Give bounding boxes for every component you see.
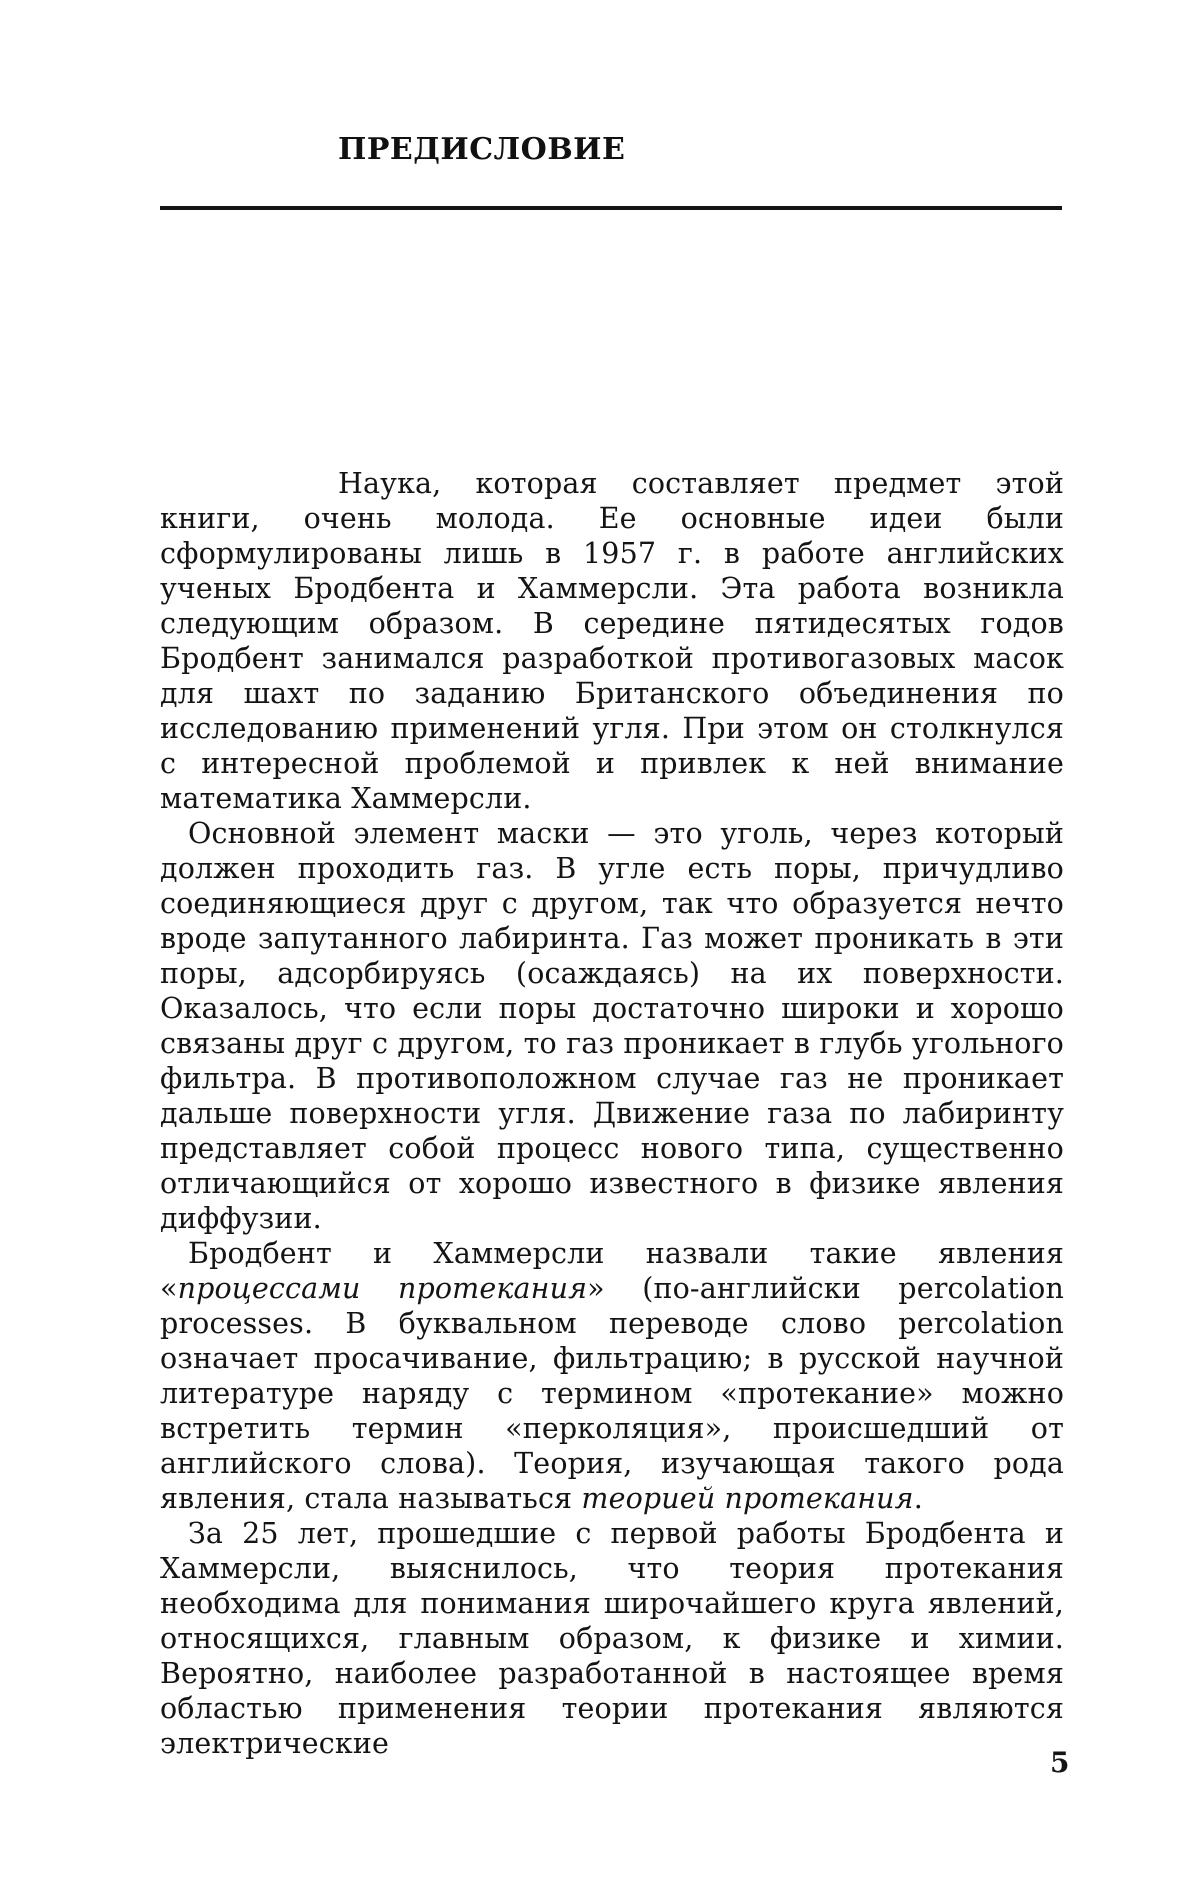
paragraph-3-start: Бродбент и Хаммерсли назвали такие явления « [160,1237,1064,1305]
heading-rule [160,206,1062,210]
paragraph-3-middle: » (по-английски percolation processes. В буквальном переводе слово percolation означает просачивание, фильтрацию; в русской научной литературе наряду с термином «протекание» можно встретить термин «перколяция», происшедший от английского слова). Теория, изучающая такого рода явления, стала называться [160,1272,1064,1515]
page-number: 5 [1050,1746,1070,1779]
paragraph-4: За 25 лет, прошедшие с первой работы Бродбента и Хаммерсли, выяснилось, что теория протекания необходима для понимания широчайшего круга явлений, относящихся, главным образом, к физике и химии. Вероятно, наиболее разработанной в настоящее время областью применения теории протекания являются электрические [160,1517,1064,1760]
term-percolation-processes: процессами протекания [177,1272,588,1305]
paragraph-2: Основной элемент маски — это уголь, через который должен проходить газ. В угле есть поры, причудливо соединяющиеся друг с другом, так что образуется нечто вроде запутанного лабиринта. Газ может проникать в эти поры, адсорбируясь (осаждаясь) на их поверхности. Оказалось, что если поры достаточно широки и хорошо связаны друг с другом, то газ проникает в глубь угольного фильтра. В противоположном случае газ не проникает дальше поверхности угля. Движение газа по лабиринту представляет собой процесс нового типа, существенно отличающийся от хорошо известного в физике явления диффузии. [160,817,1064,1235]
chapter-heading: ПРЕДИСЛОВИЕ [338,132,626,167]
paragraph-3-end: . [913,1482,923,1515]
term-percolation-theory: теорией протекания [581,1482,914,1515]
paragraph-3 [160,1236,1064,1516]
paragraph-1: Наука, которая составляет предмет этой книги, очень молода. Ее основные идеи были сформулированы лишь в 1957 г. в работе английских ученых Бродбента и Хаммерсли. Эта работа возникла следующим образом. В середине пятидесятых годов Бродбент занимался разработкой противогазовых масок для шахт по заданию Британского объединения по исследованию применений угля. При этом он столкнулся с интересной проблемой и привлек к ней внимание математика Хаммерсли. [160,467,1064,815]
body-text [160,466,1064,1761]
